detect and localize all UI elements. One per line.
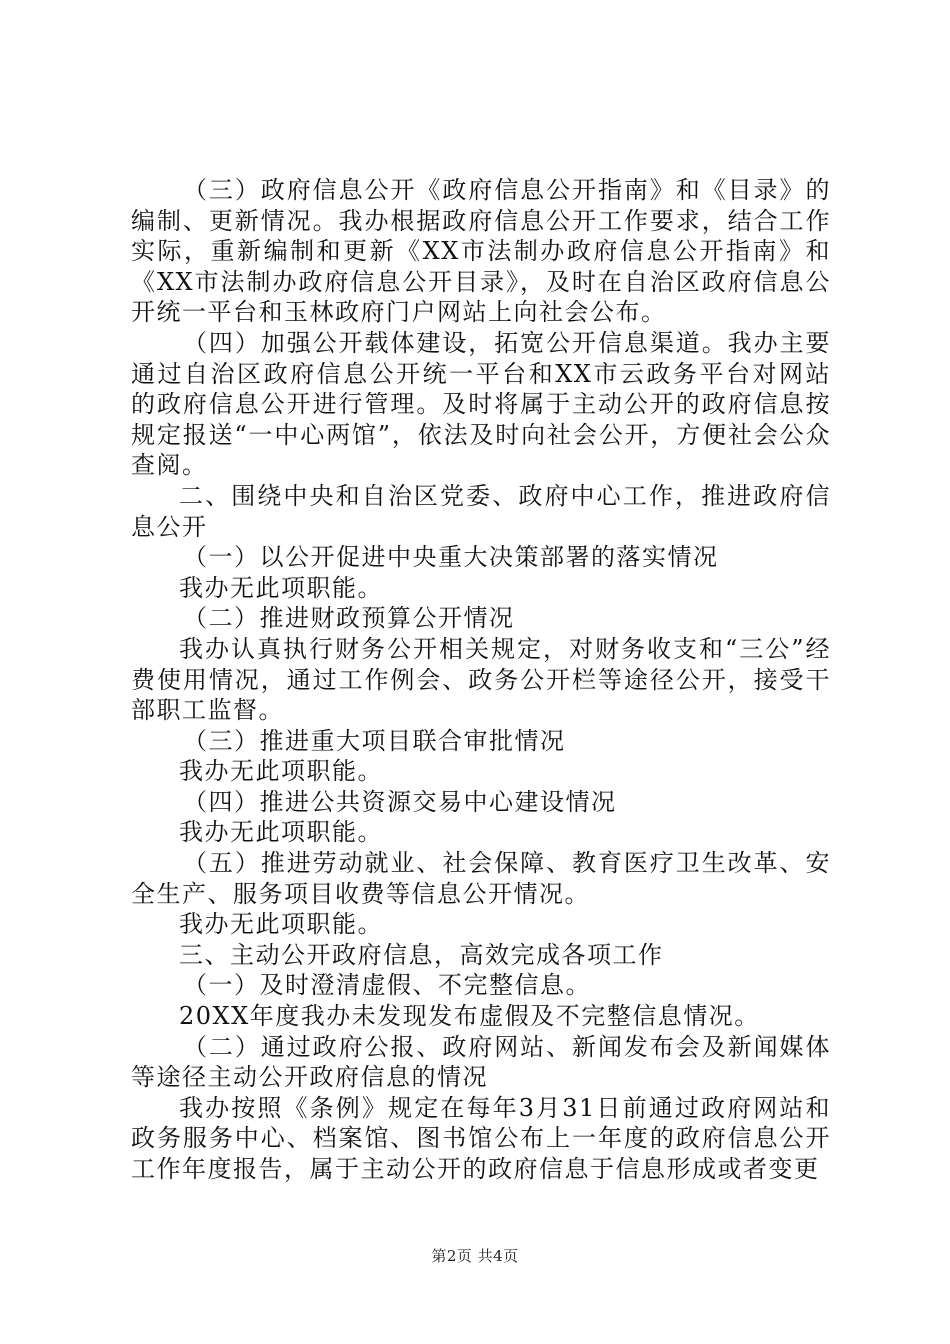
paragraph-no-function: 我办无此项职能。 <box>179 573 383 602</box>
paragraph-no-function: 我办无此项职能。 <box>179 818 383 847</box>
document-body <box>131 175 831 1185</box>
paragraph-no-function: 我办无此项职能。 <box>179 910 383 939</box>
subheading-2-5: （五）推进劳动就业、社会保障、教育医疗卫生改革、安全生产、服务项目收费等信息公开情况。 <box>131 849 831 908</box>
page-number-footer: 第2页 共4页 <box>431 1247 519 1265</box>
paragraph-finance: 我办认真执行财务公开相关规定，对财务收支和“三公”经费使用情况，通过工作例会、政务公开栏等途径公开，接受干部职工监督。 <box>131 634 831 725</box>
section-heading-2: 二、围绕中央和自治区党委、政府中心工作，推进政府信息公开 <box>131 481 831 541</box>
paragraph-annual-report: 我办按照《条例》规定在每年3月31日前通过政府网站和政务服务中心、档案馆、图书馆公布上一年度的政府信息公开工作年度报告，属于主动公开的政府信息于信息形成或者变更 <box>131 1093 831 1183</box>
subheading-3-1: （一）及时澄清虚假、不完整信息。 <box>183 971 591 1000</box>
subheading-2-4: （四）推进公共资源交易中心建设情况 <box>183 787 617 816</box>
paragraph-no-function: 我办无此项职能。 <box>179 757 383 786</box>
section-heading-3: 三、主动公开政府信息，高效完成各项工作 <box>179 940 664 969</box>
subheading-3-2: （二）通过政府公报、政府网站、新闻发布会及新闻媒体等途径主动公开政府信息的情况 <box>131 1032 831 1092</box>
paragraph-false-info: 20XX年度我办未发现发布虚假及不完整信息情况。 <box>179 1002 760 1031</box>
paragraph-directory-update: （三）政府信息公开《政府信息公开指南》和《目录》的编制、更新情况。我办根据政府信息公开工作要求，结合工作实际，重新编制和更新《XX市法制办政府信息公开指南》和《XX市法制办政府信息公开目录》，及时在自治区政府信息公开统一平台和玉林政府门户网站上向社会公布。 <box>131 176 831 327</box>
paragraph-carrier-building: （四）加强公开载体建设，拓宽公开信息渠道。我办主要通过自治区政府信息公开统一平台和XX市云政务平台对网站的政府信息公开进行管理。及时将属于主动公开的政府信息按规定报送“一中心两馆”，依法及时向社会公开，方便社会公众查阅。 <box>131 328 831 480</box>
subheading-2-2: （二）推进财政预算公开情况 <box>183 604 515 633</box>
subheading-2-3: （三）推进重大项目联合审批情况 <box>183 726 566 755</box>
subheading-2-1: （一）以公开促进中央重大决策部署的落实情况 <box>183 543 719 572</box>
